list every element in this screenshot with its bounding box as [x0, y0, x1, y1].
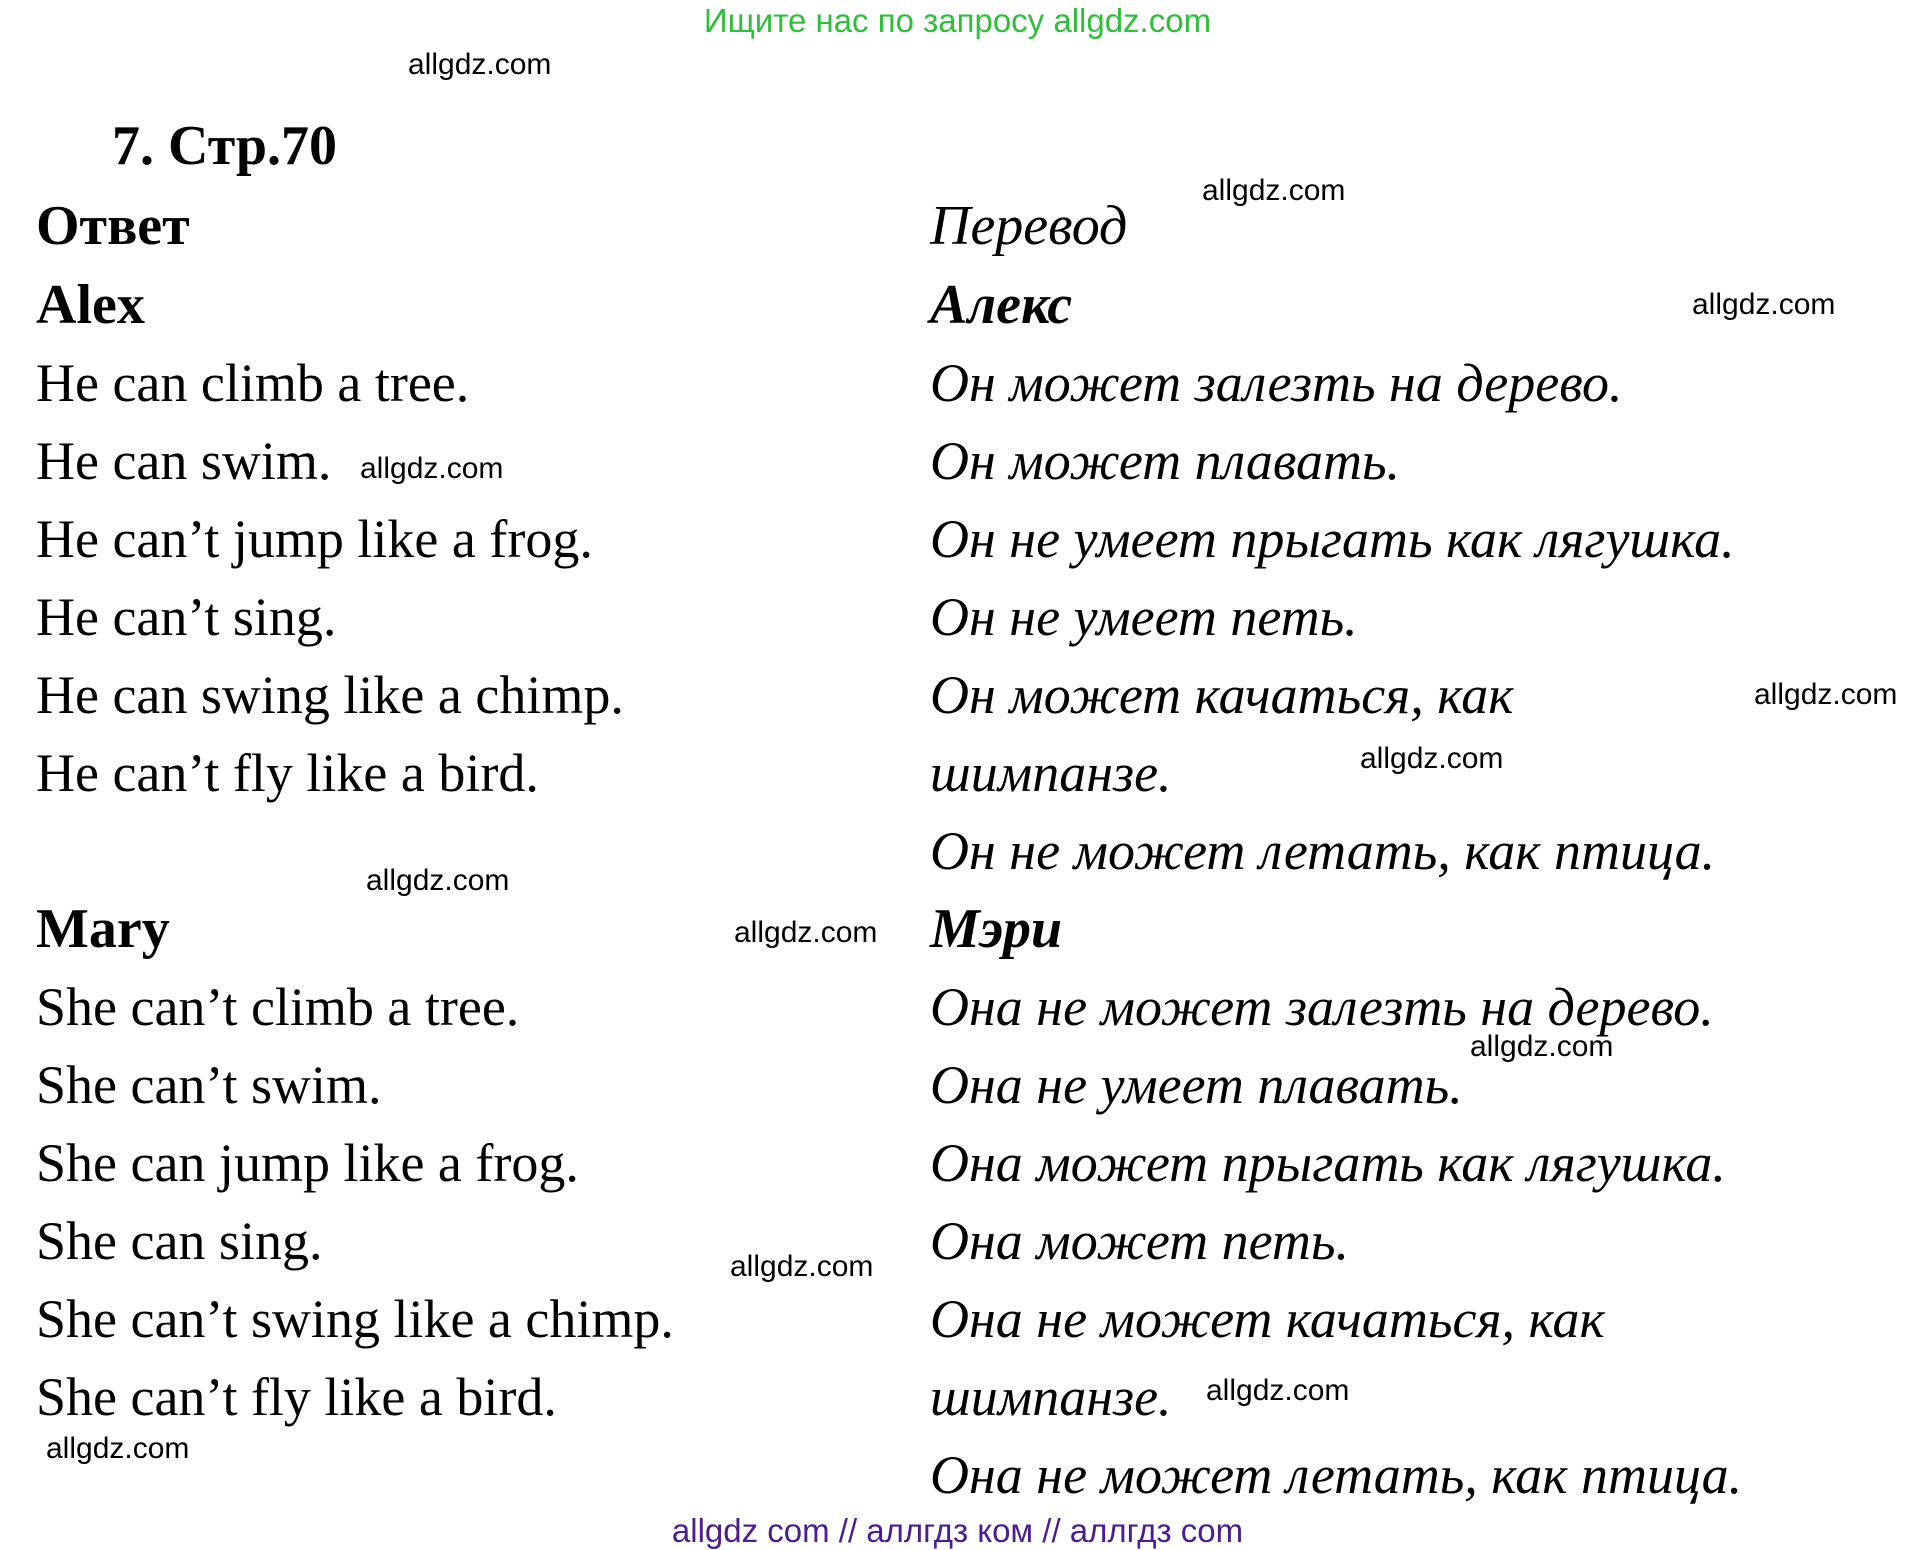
alex-line-5: He can swing like a chimp.: [36, 665, 624, 725]
mary-line-3: She can jump like a frog.: [36, 1133, 579, 1193]
answer-title: Ответ: [36, 195, 190, 257]
alex-line-3: He can’t jump like a frog.: [36, 509, 593, 569]
watermark: allgdz.com: [1470, 1030, 1614, 1063]
alex-ru-line-5: Он может качаться, как: [930, 665, 1514, 725]
alex-line-6: He can’t fly like a bird.: [36, 743, 539, 803]
translation-title: Перевод: [930, 195, 1128, 257]
mary-english-block: [36, 890, 674, 1436]
watermark: allgdz.com: [1692, 288, 1836, 321]
mary-line-1: She can’t climb a tree.: [36, 977, 520, 1037]
mary-ru-line-2: Она не умеет плавать.: [930, 1055, 1463, 1115]
mary-name-ru: Мэри: [930, 898, 1063, 960]
mary-line-5: She can’t swing like a chimp.: [36, 1289, 674, 1349]
alex-ru-line-3: Он не умеет прыгать как лягушка.: [930, 509, 1735, 569]
mary-line-6: She can’t fly like a bird.: [36, 1367, 557, 1427]
alex-english-block: [36, 266, 624, 812]
footer-watermark: allgdz com // аллгдз ком // аллгдз com: [671, 1512, 1244, 1549]
mary-ru-line-5: Она не может качаться, как: [930, 1289, 1605, 1349]
mary-ru-line-3: Она может прыгать как лягушка.: [930, 1133, 1726, 1193]
watermark: allgdz.com: [366, 864, 510, 897]
alex-line-1: He can climb a tree.: [36, 353, 470, 413]
mary-line-2: She can’t swim.: [36, 1055, 382, 1115]
watermark: allgdz.com: [730, 1250, 874, 1283]
watermark: allgdz.com: [1360, 742, 1504, 775]
alex-ru-line-1: Он может залезть на дерево.: [930, 353, 1623, 413]
mary-ru-line-4: Она может петь.: [930, 1211, 1350, 1271]
mary-line-4: She can sing.: [36, 1211, 323, 1271]
mary-russian-block: [930, 890, 1742, 1514]
mary-ru-line-7: Она не может летать, как птица.: [930, 1445, 1743, 1505]
alex-ru-line-2: Он может плавать.: [930, 431, 1401, 491]
top-banner: Ищите нас по запросу allgdz.com: [703, 2, 1212, 39]
alex-name: Alex: [36, 274, 145, 336]
alex-ru-line-4: Он не умеет петь.: [930, 587, 1358, 647]
watermark: allgdz.com: [734, 916, 878, 949]
alex-ru-line-7: Он не может летать, как птица.: [930, 821, 1716, 881]
alex-ru-line-6: шимпанзе.: [930, 743, 1172, 803]
alex-line-2: He can swim.: [36, 431, 332, 491]
alex-line-4: He can’t sing.: [36, 587, 337, 647]
mary-name: Mary: [36, 898, 170, 960]
alex-russian-block: [930, 266, 1735, 890]
exercise-heading: 7. Стр.70: [112, 115, 338, 177]
watermark: allgdz.com: [1206, 1374, 1350, 1407]
watermark: allgdz.com: [46, 1432, 190, 1465]
mary-ru-line-6: шимпанзе.: [930, 1367, 1172, 1427]
watermark: allgdz.com: [1754, 678, 1898, 711]
watermark: allgdz.com: [360, 452, 504, 485]
watermark: allgdz.com: [408, 48, 552, 81]
watermark: allgdz.com: [1202, 174, 1346, 207]
alex-name-ru: Алекс: [930, 274, 1073, 336]
mary-ru-line-1: Она не может залезть на дерево.: [930, 977, 1714, 1037]
